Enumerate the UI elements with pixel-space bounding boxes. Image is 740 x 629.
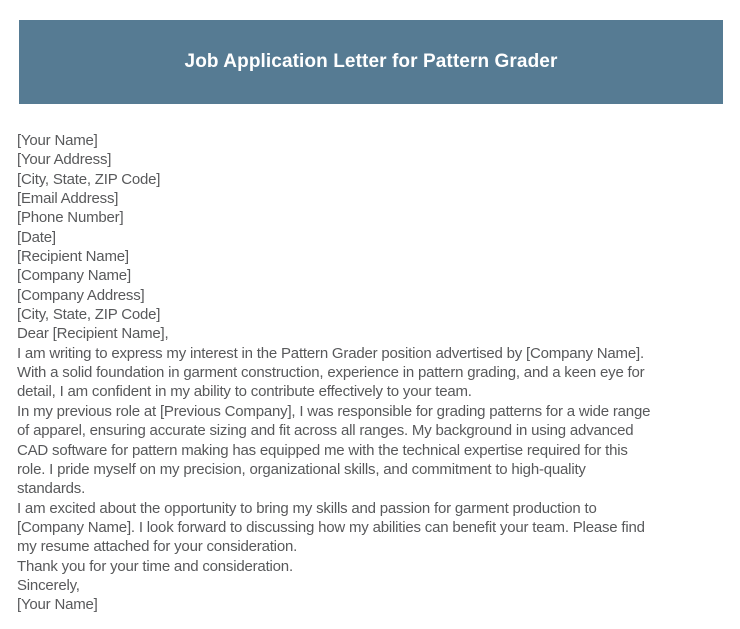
letter-line: [Phone Number] (17, 209, 124, 227)
letter-line: of apparel, ensuring accurate sizing and fit across all ranges. My background in using advanced (17, 422, 634, 440)
letter-line: [Company Name] (17, 267, 131, 285)
page-title: Job Application Letter for Pattern Grader (184, 51, 558, 72)
letter-line: I am writing to express my interest in the Pattern Grader position advertised by [Company Name]. (17, 344, 644, 362)
letter-line: Dear [Recipient Name], (17, 325, 169, 343)
letter-line: [Company Address] (17, 286, 145, 304)
letter-line: Thank you for your time and consideration. (17, 557, 293, 575)
letter-line: [Recipient Name] (17, 248, 129, 266)
letter-line: [Email Address] (17, 190, 119, 208)
title-banner (19, 20, 723, 104)
letter-line: [Company Name]. I look forward to discussing how my abilities can benefit your team. Please find (17, 518, 645, 536)
letter-line: CAD software for pattern making has equipped me with the technical expertise required for this (17, 441, 628, 459)
letter-line: role. I pride myself on my precision, organizational skills, and commitment to high-quality (17, 460, 586, 478)
letter-line: my resume attached for your consideration. (17, 538, 298, 556)
letter-body (17, 131, 729, 615)
letter-line: [Your Name] (17, 132, 98, 149)
letter-line: I am excited about the opportunity to bring my skills and passion for garment production to (17, 499, 597, 517)
letter-line: Sincerely, (17, 576, 80, 594)
letter-line: In my previous role at [Previous Company], I was responsible for grading patterns for a wide range (17, 402, 651, 420)
letter-line: [Your Address] (17, 151, 112, 169)
letter-line: standards. (17, 480, 86, 498)
letter-line: [City, State, ZIP Code] (17, 306, 161, 324)
letter-line: With a solid foundation in garment construction, experience in pattern grading, and a keen eye for (17, 364, 645, 382)
letter-line: [Date] (17, 228, 56, 246)
letter-line: detail, I am confident in my ability to contribute effectively to your team. (17, 383, 472, 401)
letter-line: [City, State, ZIP Code] (17, 170, 161, 188)
letter-line: [Your Name] (17, 596, 98, 614)
